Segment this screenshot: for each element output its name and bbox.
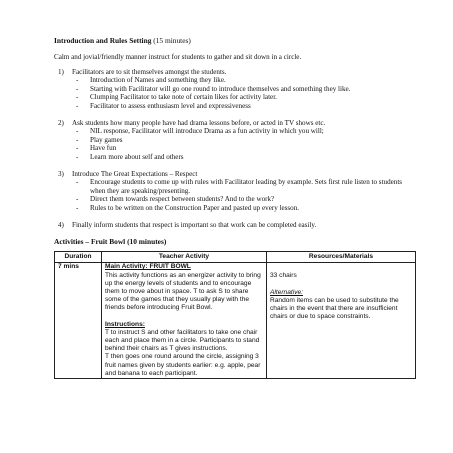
bullet-text: Introduction of Names and something they like. (90, 76, 226, 85)
bullet-item: - Direct them towards respect between students? And to the work? (76, 195, 275, 204)
document-page (54, 36, 416, 379)
bullet-item: - Facilitator to assess enthusiasm level and expressiveness (76, 101, 251, 110)
bullet-text: Learn more about self and others (90, 152, 184, 161)
bullet-text: NIL response, Facilitator will introduce Drama as a fun activity in which you will; (90, 127, 324, 136)
bullet-text: Play games (90, 135, 123, 144)
step-item (54, 119, 416, 162)
alternative-text: Random items can be used to substitute the chairs in the event that there are insufficient chairs or due to space constraints. (270, 296, 399, 321)
step-number: 4) (58, 220, 64, 229)
bullet-text: Direct them towards respect between students? And to the work? (90, 195, 275, 204)
intro-instruction: Calm and jovial/friendly manner instruct for students to gather and sit down in a circle. (54, 53, 302, 61)
bullet-text: Clumping Facilitator to take note of certain likes for activity later. (90, 93, 277, 102)
bullet-item: - Encourage students to come up with rules with Facilitator leading by example. Sets first rule listen to students when they are speaking/presenting. (76, 178, 403, 195)
step-text: Finally inform students that respect is important so that work can be completed easily. (72, 220, 317, 229)
header-resources: Resources/Materials (267, 252, 416, 263)
bullet-item: - Starting with Facilitator will go one round to introduce themselves and something they like. (76, 84, 351, 93)
step-item (54, 221, 416, 230)
intro-title: Introduction and Rules Setting (54, 36, 152, 45)
main-activity-label: Main Activity: FRUIT BOWL (105, 263, 191, 271)
instructions-text: T to instruct S and other facilitators to take one chair each and place them in a circle. Participants to stand behind their chairs as T gives instructions. (105, 328, 260, 353)
step-text: Ask students how many people have had drama lessons before, or acted in TV shows etc. (72, 118, 326, 127)
bullet-text: Facilitator to assess enthusiasm level and expressiveness (90, 101, 251, 110)
table-header-row (55, 252, 416, 263)
bullet-item: - Have fun (76, 144, 117, 153)
bullet-item: - Learn more about self and others (76, 152, 184, 161)
resources-text: 33 chairs (270, 272, 297, 280)
step-text: Facilitators are to sit themselves amongst the students. (72, 67, 227, 76)
alternative-label: Alternative: (270, 288, 303, 296)
bullet-text: Encourage students to come up with rules with Facilitator leading by example. Sets first rule listen to students when they are speaking/presenting. (90, 178, 403, 195)
bullet-item: - Introduction of Names and something they like. (76, 76, 226, 85)
bullet-item: - Rules to be written on the Construction Paper and pasted up every lesson. (76, 203, 300, 212)
header-teacher-activity: Teacher Activity (102, 252, 267, 263)
resources-cell (267, 263, 416, 379)
step-number: 2) (58, 118, 64, 127)
duration-cell: 7 mins (55, 263, 102, 379)
main-activity-text: This activity functions as an energizer activity to bring up the energy levels of students and to encourage them to move about in space. T to ask S to share some of the games that they usually play with the friends before introducing Fruit Bowl. (105, 271, 261, 312)
step-text: Introduce The Great Expectations – Respect (72, 169, 198, 178)
intro-duration: (15 minutes) (153, 36, 191, 45)
table-row (55, 263, 416, 379)
instructions-text: T then goes one round around the circle, assigning 3 fruit names given by students earlier: e.g. apple, pear and banana to each participant. (105, 353, 261, 377)
bullet-item: - NIL response, Facilitator will introduce Drama as a fun activity in which you will; (76, 127, 324, 136)
intro-heading (54, 36, 416, 45)
header-duration: Duration (55, 252, 102, 263)
step-number: 3) (58, 169, 64, 178)
step-item (54, 170, 416, 213)
bullet-text: Have fun (90, 144, 117, 153)
step-number: 1) (58, 67, 64, 76)
activities-title: Activities – Fruit Bowl (10 minutes) (54, 237, 167, 247)
step-bullets (72, 178, 416, 212)
activities-heading (54, 237, 416, 246)
bullet-text: Rules to be written on the Construction Paper and pasted up every lesson. (90, 203, 300, 212)
bullet-item: - Clumping Facilitator to take note of certain likes for activity later. (76, 93, 277, 102)
step-item (54, 68, 416, 111)
teacher-activity-cell (102, 263, 267, 379)
instructions-label: Instructions: (105, 320, 145, 328)
step-bullets (72, 127, 416, 161)
bullet-item: - Play games (76, 135, 123, 144)
activity-table (54, 251, 416, 379)
steps-list (54, 68, 416, 230)
bullet-text: Starting with Facilitator will go one round to introduce themselves and something they like. (90, 84, 351, 93)
step-bullets (72, 76, 416, 110)
